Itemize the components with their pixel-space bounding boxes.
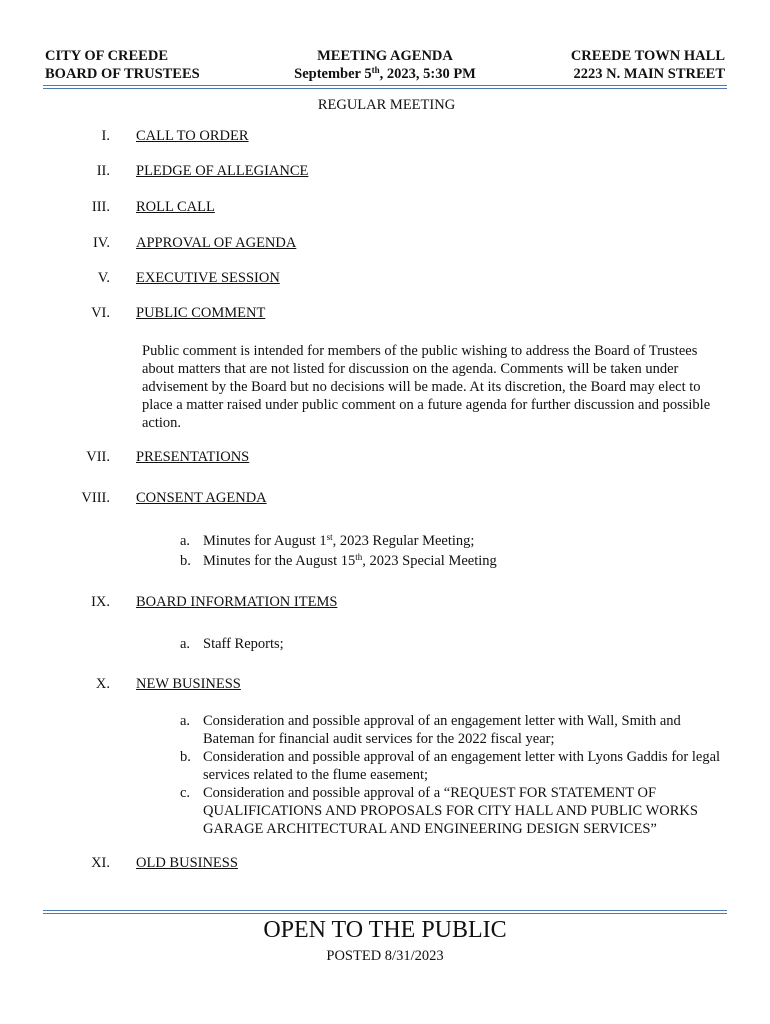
venue-name: CREEDE TOWN HALL <box>570 48 725 64</box>
item-label: PLEDGE OF ALLEGIANCE <box>136 163 309 179</box>
open-to-public-title: OPEN TO THE PUBLIC <box>263 917 507 943</box>
sub-item-text: Consideration and possible approval of an engagement letter with Wall, Smith and Bateman for financial audit services for the 2022 fiscal year; <box>203 713 681 747</box>
item-number: I. <box>101 128 110 144</box>
agenda-title: MEETING AGENDA <box>317 48 453 64</box>
header-center <box>230 47 540 83</box>
sub-item-letter: b. <box>180 749 191 765</box>
item-number: XI. <box>91 855 110 871</box>
item-number: IV. <box>92 235 110 251</box>
item-number: VII. <box>86 449 110 465</box>
sub-item-text: Consideration and possible approval of an engagement letter with Lyons Gaddis for legal services related to the flume easement; <box>203 749 721 783</box>
venue-address: 2223 N. MAIN STREET <box>573 66 725 82</box>
sub-item-letter: a. <box>180 533 191 549</box>
city-name: CITY OF CREEDE <box>45 48 168 64</box>
item-number: VI. <box>91 305 110 321</box>
sub-item-letter: c. <box>180 785 191 801</box>
sub-item-text: Minutes for August 1st, 2023 Regular Meeting; <box>203 532 475 549</box>
item-label: BOARD INFORMATION ITEMS <box>136 594 338 610</box>
item-label: CONSENT AGENDA <box>136 490 267 506</box>
item-label: ROLL CALL <box>136 199 215 215</box>
item-number: X. <box>95 676 110 692</box>
public-comment-text: Public comment is intended for members of the public wishing to address the Board of Trustees about matters that are not listed for discussion on the agenda. Comments will be taken under advisement by the Board but no decisions will be made. At its discretion, the Board may elect to place a matter raised under public comment on a future agenda for further discussion and possible action. <box>142 343 711 431</box>
meeting-date: September 5th, 2023, 5:30 PM <box>294 65 476 82</box>
sub-item-text: Consideration and possible approval of a “REQUEST FOR STATEMENT OF QUALIFICATIONS AND PROPOSALS FOR CITY HALL AND PUBLIC WORKS GARAGE ARCHITECTURAL AND ENGINEERING DESIGN SERVICES” <box>203 785 698 837</box>
item-label: APPROVAL OF AGENDA <box>136 235 297 251</box>
header-rule-bottom <box>43 88 727 89</box>
sub-item-text: Minutes for the August 15th, 2023 Special Meeting <box>203 552 497 569</box>
sub-item-letter: b. <box>180 553 191 569</box>
sub-item-text: Staff Reports; <box>203 636 284 652</box>
item-label: PUBLIC COMMENT <box>136 305 266 321</box>
header-left <box>45 47 200 83</box>
header-rule-top <box>43 85 727 86</box>
footer-rule-bottom <box>43 913 727 914</box>
item-number: II. <box>96 163 110 179</box>
item-label: PRESENTATIONS <box>136 449 250 465</box>
meeting-type: REGULAR MEETING <box>317 97 456 113</box>
sub-item-letter: a. <box>180 713 191 729</box>
item-number: III. <box>91 199 110 215</box>
posted-date: POSTED 8/31/2023 <box>326 948 444 964</box>
item-label: EXECUTIVE SESSION <box>136 270 280 286</box>
sub-item-letter: a. <box>180 636 191 652</box>
board-name: BOARD OF TRUSTEES <box>45 66 200 82</box>
item-label: NEW BUSINESS <box>136 676 241 692</box>
item-number: V. <box>97 270 110 286</box>
item-number: IX. <box>91 594 110 610</box>
item-label: CALL TO ORDER <box>136 128 249 144</box>
item-number: VIII. <box>81 490 110 506</box>
footer-rule-top <box>43 910 727 911</box>
header-right <box>571 47 725 83</box>
item-label: OLD BUSINESS <box>136 855 238 871</box>
